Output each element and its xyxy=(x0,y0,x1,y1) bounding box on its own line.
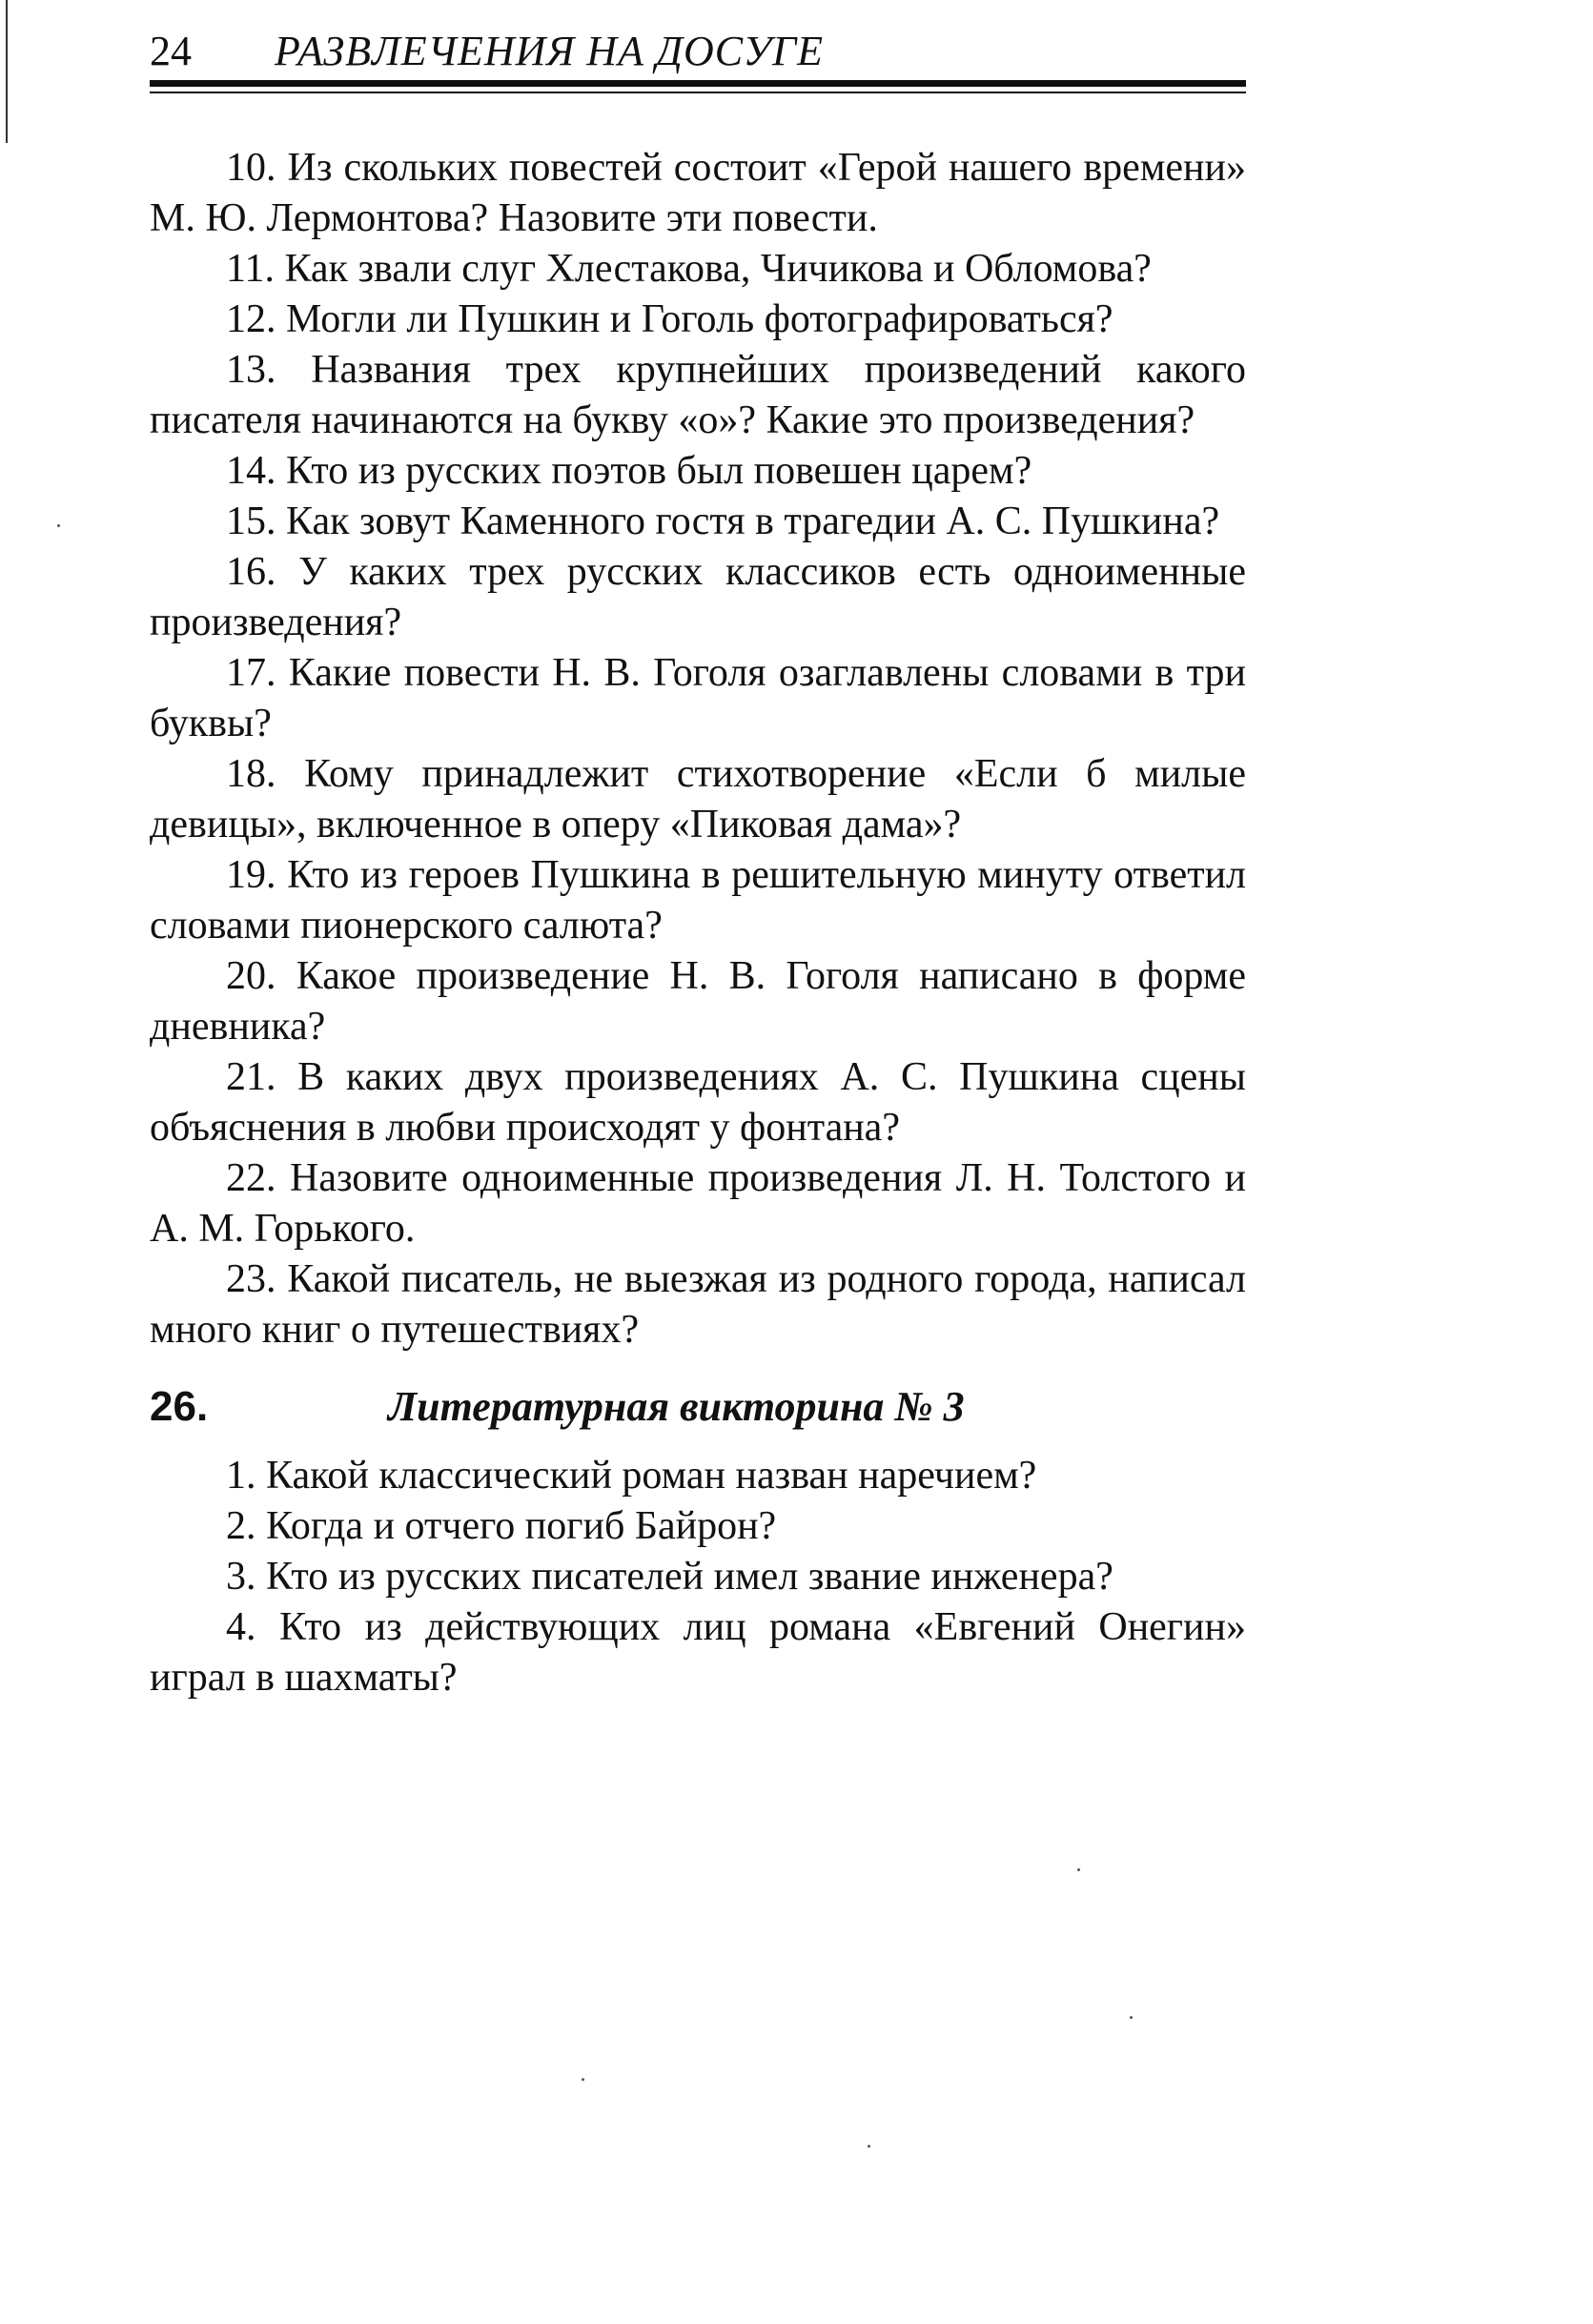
page-content xyxy=(150,143,1246,1703)
question-13: 13. Названия трех крупнейших произведений какого писателя начинаются на букву «о»? Какие это произведения? xyxy=(150,348,1246,442)
scan-speck xyxy=(1077,1868,1080,1871)
question-23: 23. Какой писатель, не выезжая из родного города, написал много книг о путешествиях? xyxy=(150,1257,1246,1352)
question-20: 20. Какое произведение Н. В. Гоголя написано в форме дневника? xyxy=(150,954,1246,1049)
scan-speck xyxy=(57,524,60,527)
section-question-4: 4. Кто из действующих лиц романа «Евгений Онегин» играл в шахматы? xyxy=(150,1605,1246,1700)
section-number: 26. xyxy=(150,1383,209,1430)
header-rule-thin xyxy=(150,92,1246,93)
question-15: 15. Как зовут Каменного гостя в трагедии А. С. Пушкина? xyxy=(226,499,1220,543)
question-11: 11. Как звали слуг Хлестакова, Чичикова и Обломова? xyxy=(226,247,1152,291)
scan-speck xyxy=(582,2078,584,2081)
question-21: 21. В каких двух произведениях А. С. Пушкина сцены объяснения в любви происходят у фонтана? xyxy=(150,1055,1246,1150)
question-22: 22. Назовите одноименные произведения Л. Н. Толстого и А. М. Горького. xyxy=(150,1156,1246,1251)
section-question-3: 3. Кто из русских писателей имел звание инженера? xyxy=(226,1555,1113,1599)
scan-edge-line xyxy=(6,0,8,143)
running-head xyxy=(150,23,1246,80)
question-18: 18. Кому принадлежит стихотворение «Если б милые девицы», включенное в оперу «Пиковая дама»? xyxy=(150,752,1246,846)
section-heading xyxy=(150,1378,1246,1436)
header-rule-thick xyxy=(150,80,1246,87)
question-14: 14. Кто из русских поэтов был повешен царем? xyxy=(226,449,1032,493)
question-16: 16. У каких трех русских классиков есть одноименные произведения? xyxy=(150,550,1246,644)
question-10: 10. Из скольких повестей состоит «Герой нашего времени» М. Ю. Лермонтова? Назовите эти повести. xyxy=(150,146,1246,240)
running-title: РАЗВЛЕЧЕНИЯ НА ДОСУГЕ xyxy=(275,28,825,74)
page-number: 24 xyxy=(150,28,192,74)
scan-speck xyxy=(868,2145,870,2148)
question-19: 19. Кто из героев Пушкина в решительную минуту ответил словами пионерского салюта? xyxy=(150,853,1246,948)
section-title: Литературная викторина № 3 xyxy=(388,1383,965,1430)
scan-speck xyxy=(1130,2016,1133,2019)
section-question-1: 1. Какой классический роман назван наречием? xyxy=(226,1454,1037,1498)
question-17: 17. Какие повести Н. В. Гоголя озаглавлены словами в три буквы? xyxy=(150,651,1246,745)
question-12: 12. Могли ли Пушкин и Гоголь фотографироваться? xyxy=(226,297,1113,341)
section-question-2: 2. Когда и отчего погиб Байрон? xyxy=(226,1504,777,1548)
